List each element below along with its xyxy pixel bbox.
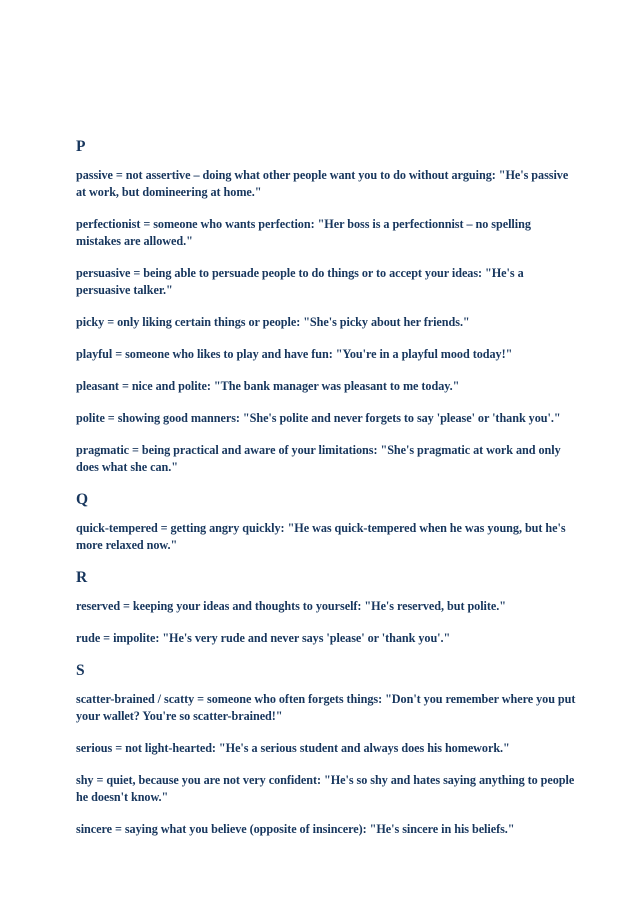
entry-polite: polite = showing good manners: "She's polite and never forgets to say 'please' or 'thank you'."	[76, 411, 561, 425]
entry-picky: picky = only liking certain things or people: "She's picky about her friends."	[76, 315, 470, 329]
entry-pragmatic: pragmatic = being practical and aware of your limitations: "She's pragmatic at work and only does what she can."	[76, 443, 561, 474]
entry-serious: serious = not light-hearted: "He's a serious student and always does his homework."	[76, 741, 510, 755]
section-letter: P	[76, 138, 86, 155]
entry-shy: shy = quiet, because you are not very confident: "He's so shy and hates saying anything to people he doesn't know."	[76, 773, 575, 804]
section-q	[76, 491, 576, 554]
entry-reserved: reserved = keeping your ideas and thoughts to yourself: "He's reserved, but polite."	[76, 599, 506, 613]
entry-rude: rude = impolite: "He's very rude and never says 'please' or 'thank you'."	[76, 631, 451, 645]
document-page	[76, 138, 576, 853]
section-s	[76, 662, 576, 838]
entry-playful: playful = someone who likes to play and have fun: "You're in a playful mood today!"	[76, 347, 513, 361]
entry-passive: passive = not assertive – doing what other people want you to do without arguing: "He's passive at work, but domineering at home."	[76, 168, 569, 199]
section-letter: Q	[76, 491, 89, 508]
entry-scatter-brained: scatter-brained / scatty = someone who often forgets things: "Don't you remember where you put your wallet? You're so scatter-brained!"	[76, 692, 576, 723]
section-letter: R	[76, 569, 88, 586]
entry-sincere: sincere = saying what you believe (opposite of insincere): "He's sincere in his beliefs."	[76, 822, 515, 836]
section-p	[76, 138, 576, 476]
section-r	[76, 569, 576, 647]
entry-persuasive: persuasive = being able to persuade people to do things or to accept your ideas: "He's a persuasive talker."	[76, 266, 524, 297]
section-letter: S	[76, 662, 85, 679]
entry-perfectionist: perfectionist = someone who wants perfection: "Her boss is a perfectionnist – no spelling mistakes are allowed."	[76, 217, 531, 248]
entry-quick-tempered: quick-tempered = getting angry quickly: "He was quick-tempered when he was young, but he's more relaxed now."	[76, 521, 566, 552]
entry-pleasant: pleasant = nice and polite: "The bank manager was pleasant to me today."	[76, 379, 460, 393]
